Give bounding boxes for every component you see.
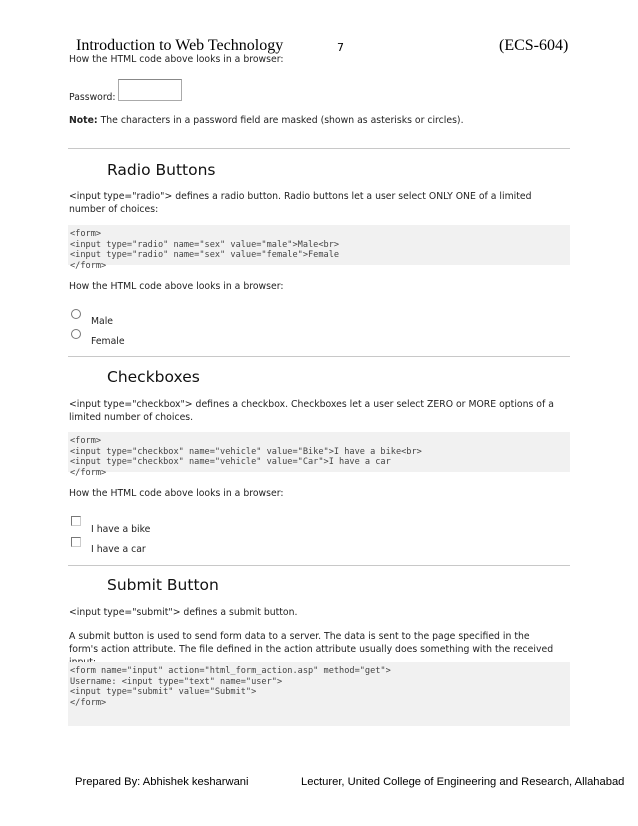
checkbox-code-block [68,432,570,478]
page-number: 7 [337,41,344,54]
password-note [69,114,559,127]
divider [68,565,570,566]
code-line: <form> [70,436,102,446]
submit-heading: Submit Button [107,576,219,594]
password-browser-caption: How the HTML code above looks in a browser: [69,54,284,65]
submit-description: <input type="submit"> defines a submit button. [69,607,298,618]
radio-female[interactable] [71,329,81,339]
checkbox-bike-label: I have a bike [91,524,151,535]
password-input[interactable] [118,79,182,101]
code-line: <input type="checkbox" name="vehicle" value="Bike">I have a bike<br> [70,446,422,457]
code-line: </form> [70,260,107,271]
code-line: <input type="checkbox" name="vehicle" value="Car">I have a car [70,457,391,468]
note-label: Note: [69,115,98,126]
checkbox-car[interactable] [71,537,81,547]
code-line: <input type="radio" name="sex" value="female">Female [70,250,340,261]
checkbox-browser-caption: How the HTML code above looks in a browser: [69,488,284,499]
code-line: </form> [70,697,107,708]
radio-female-label: Female [91,336,125,347]
radio-code-block [68,225,570,271]
divider [68,356,570,357]
checkbox-car-label: I have a car [91,544,146,555]
code-line: <input type="submit" value="Submit"> [70,687,257,698]
radio-description: <input type="radio"> defines a radio button. Radio buttons let a user select ONLY ONE of a limited number of choices: [69,191,532,215]
radio-browser-caption: How the HTML code above looks in a browser: [69,281,284,292]
password-label: Password: [69,92,116,103]
code-line: Username: <input type="text" name="user"> [70,676,283,687]
code-line: <form name="input" action="html_form_action.asp" method="get"> [70,666,391,676]
header-title: Introduction to Web Technology [76,37,284,54]
code-line: </form> [70,467,107,478]
checkbox-description: <input type="checkbox"> defines a checkbox. Checkboxes let a user select ZERO or MORE options of a limited number of choices. [69,399,554,423]
course-code: (ECS-604) [499,37,569,54]
submit-code-block [68,662,570,726]
checkbox-heading: Checkboxes [107,368,200,386]
code-line: <form> [70,229,102,239]
footer-author: Prepared By: Abhishek kesharwani [75,776,249,788]
divider [68,148,570,149]
note-text: The characters in a password field are masked (shown as asterisks or circles). [97,115,464,126]
radio-heading: Radio Buttons [107,161,216,179]
submit-paragraph: A submit button is used to send form data to a server. The data is sent to the page specified in the form's action attribute. The file defined in the action attribute usually does something with the received [69,631,554,655]
checkbox-bike[interactable] [71,516,81,526]
footer-affiliation: Lecturer, United College of Engineering and Research, Allahabad [301,776,625,788]
code-line: <input type="radio" name="sex" value="male">Male<br> [70,239,340,250]
radio-male-label: Male [91,316,114,327]
radio-male[interactable] [71,309,81,319]
